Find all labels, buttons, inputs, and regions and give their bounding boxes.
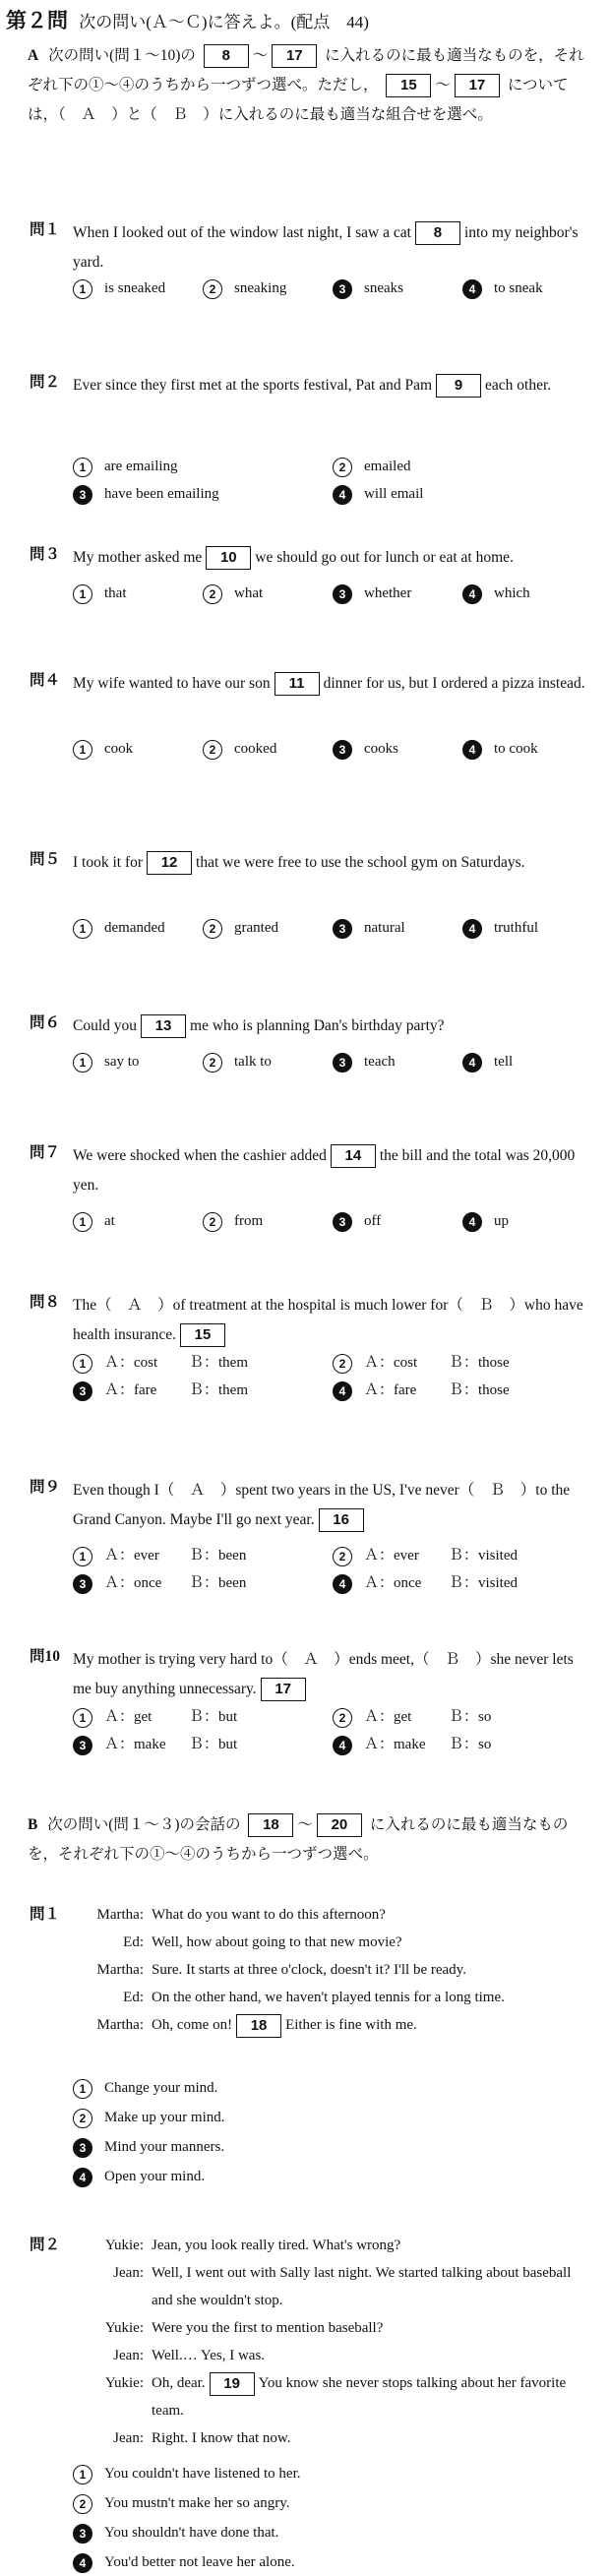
choice-number-icon: 4 [73, 2168, 92, 2187]
answer-box: 20 [317, 1813, 362, 1837]
option [73, 1545, 246, 1567]
stem-text: We were shocked when the cashier added [73, 1147, 327, 1164]
option [73, 1706, 237, 1729]
option [73, 483, 219, 506]
question-stem [73, 848, 590, 878]
utterance-text: Either is fine with me. [285, 2017, 417, 2033]
option [333, 1380, 510, 1402]
question-number: 問８ [30, 1294, 61, 1311]
question [30, 371, 590, 400]
question [30, 1012, 590, 1041]
question-stem [73, 218, 590, 277]
option-pair [364, 1380, 510, 1402]
choice-number-icon: 3 [333, 740, 352, 760]
option-pair [104, 1545, 246, 1567]
utterance [152, 2259, 584, 2314]
answer-box: 8 [204, 44, 249, 68]
choice-number-icon: 1 [73, 458, 92, 477]
option-text: demanded [104, 920, 165, 936]
option [333, 1545, 518, 1567]
section-a-intro-2: に入れるのに最も適当なものを，それぞれ下の①～④のうちから一つずつ選べ。ただし， [28, 47, 584, 93]
option [462, 583, 530, 605]
option-text: You shouldn't have done that. [104, 2525, 279, 2541]
option-a: Ａ：make [104, 1737, 166, 1752]
stem-text: me who is planning Dan's birthday party? [190, 1017, 445, 1034]
option-a: Ａ：get [104, 1709, 152, 1725]
answer-box: 12 [147, 851, 192, 875]
question [30, 1645, 590, 1704]
answer-box: 18 [236, 2014, 281, 2038]
option-text: whether [364, 585, 412, 601]
option-a: Ａ：cost [104, 1355, 158, 1371]
answer-box: 19 [210, 2372, 255, 2396]
option [333, 483, 423, 506]
question-number: 問１ [30, 221, 61, 238]
option-pair [104, 1706, 237, 1729]
question-stem [73, 1645, 590, 1704]
option-text: You mustn't make her so angry. [104, 2495, 290, 2511]
section-a-intro-3: については，（ Ａ ）と（ Ｂ ）に入れるのに最も適当な組合せを選べ。 [28, 77, 569, 123]
dialog-line [73, 1929, 594, 1956]
option [203, 917, 278, 940]
choice-number-icon: 3 [73, 1574, 92, 1594]
dialog [73, 2232, 594, 2452]
answer-box: 16 [319, 1508, 364, 1532]
option-text: Make up your mind. [104, 2110, 225, 2125]
utterance [152, 1929, 584, 1956]
question [30, 1291, 590, 1350]
choice-number-icon: 3 [73, 1381, 92, 1401]
dialog-line [73, 1984, 594, 2011]
question-stem [73, 543, 590, 573]
question-stem [73, 371, 590, 400]
choice-number-icon: 3 [333, 1212, 352, 1232]
option-a: Ａ：once [364, 1575, 422, 1591]
choice-number-icon: 3 [333, 1053, 352, 1073]
speaker: Jean: [113, 2430, 144, 2446]
choice-number-icon: 1 [73, 740, 92, 760]
utterance-text: Sure. It starts at three o'clock, doesn't it? I'll be ready. [152, 1962, 466, 1978]
tilde: ～ [252, 47, 269, 64]
option-text: sneaks [364, 280, 403, 296]
option-pair [104, 1572, 246, 1595]
question-number: 問１ [30, 1906, 61, 1923]
answer-box: 8 [415, 221, 460, 245]
option-text: tell [494, 1054, 514, 1070]
choice-number-icon: 2 [203, 1053, 222, 1073]
question-stem [73, 1476, 590, 1535]
dialog-line [73, 2369, 594, 2424]
choice-number-icon: 3 [73, 2524, 92, 2544]
option-text: talk to [234, 1054, 272, 1070]
choice-number-icon: 1 [73, 279, 92, 299]
answer-box: 11 [274, 672, 320, 696]
dialog-line [73, 2259, 594, 2314]
choice-number-icon: 2 [73, 2109, 92, 2128]
choice-number-icon: 3 [333, 584, 352, 604]
option [333, 1210, 381, 1233]
option [73, 1051, 139, 1073]
option [462, 917, 538, 940]
choice-number-icon: 1 [73, 1212, 92, 1232]
option-a: Ａ：fare [104, 1382, 157, 1398]
section-a-intro [28, 41, 588, 130]
option-text: sneaking [234, 280, 287, 296]
choice-number-icon: 3 [73, 2138, 92, 2158]
option-pair [104, 1380, 248, 1402]
option-text: at [104, 1213, 115, 1229]
option-text: up [494, 1213, 509, 1229]
option-pair [364, 1734, 491, 1756]
choice-number-icon: 2 [333, 1708, 352, 1728]
question-header [6, 6, 369, 37]
option-text: You'd better not leave her alone. [104, 2554, 295, 2570]
stem-text: we should go out for lunch or eat at home. [255, 549, 514, 566]
option-a: Ａ：fare [364, 1382, 417, 1398]
stem-text: The（ Ａ ）of treatment at the hospital is much lower for（ Ｂ ）who have health insurance. [73, 1297, 583, 1343]
option-b: Ｂ：so [449, 1709, 492, 1725]
option-b: Ｂ：so [449, 1737, 492, 1752]
option-text: Change your mind. [104, 2080, 218, 2096]
question-title: 第２問 [6, 9, 68, 32]
utterance-text: What do you want to do this afternoon? [152, 1907, 386, 1923]
stem-text: When I looked out of the window last night, I saw a cat [73, 224, 411, 241]
option [333, 277, 403, 300]
option [203, 1051, 272, 1073]
option-pair [104, 1352, 248, 1375]
option-text: have been emailing [104, 486, 219, 502]
question-stem [73, 669, 590, 699]
option-text: emailed [364, 459, 411, 474]
choice-number-icon: 4 [462, 279, 482, 299]
stem-text: each other. [485, 377, 552, 394]
option [73, 277, 165, 300]
stem-text: Even though I（ Ａ ）spent two years in the US, I've never（ Ｂ ）to the Grand Canyon. Maybe I'll go next year. [73, 1482, 571, 1528]
option-text: You couldn't have listened to her. [104, 2466, 301, 2482]
choice-number-icon: 1 [73, 1354, 92, 1374]
utterance [152, 2232, 584, 2259]
answer-box: 9 [436, 374, 481, 398]
option-b: Ｂ：been [189, 1548, 247, 1564]
option [333, 738, 398, 761]
option-text: that [104, 585, 127, 601]
option-a: Ａ：get [364, 1709, 412, 1725]
choice-number-icon: 4 [462, 1053, 482, 1073]
utterance-text: Right. I know that now. [152, 2430, 291, 2446]
speaker: Jean: [113, 2348, 144, 2363]
question-number: 問２ [30, 374, 61, 391]
choice-number-icon: 2 [203, 1212, 222, 1232]
answer-box: 18 [248, 1813, 293, 1837]
choice-number-icon: 2 [333, 1547, 352, 1566]
speaker: Martha: [96, 1907, 144, 1923]
option-text: Mind your manners. [104, 2139, 225, 2155]
option-b: Ｂ：been [189, 1575, 247, 1591]
speaker: Martha: [96, 1962, 144, 1978]
question-subtitle: 次の問い(Ａ～Ｃ)に答えよ。(配点 44) [79, 13, 369, 31]
stem-text: My wife wanted to have our son [73, 675, 271, 692]
utterance [152, 2424, 584, 2452]
answer-box: 14 [331, 1144, 376, 1168]
question-stem [73, 1012, 590, 1041]
option-text: natural [364, 920, 405, 936]
question-number: 問４ [30, 672, 61, 689]
utterance [152, 2011, 584, 2039]
option-pair [364, 1572, 518, 1595]
utterance [152, 2369, 584, 2424]
section-a-letter: A [28, 47, 39, 64]
option-text: what [234, 585, 264, 601]
answer-box: 15 [180, 1323, 225, 1347]
utterance [152, 1984, 584, 2011]
utterance [152, 2342, 584, 2369]
utterance-text: Well, I went out with Sally last night. We started talking about baseball and she wouldn't stop. [152, 2265, 572, 2308]
dialog-line [73, 2342, 594, 2369]
option-text: to sneak [494, 280, 543, 296]
dialog-line [73, 1956, 594, 1984]
question [30, 1141, 590, 1200]
option [73, 583, 127, 605]
option-text: off [364, 1213, 382, 1229]
choice-number-icon: 4 [462, 1212, 482, 1232]
utterance [152, 1901, 584, 1929]
dialog-line [73, 2232, 594, 2259]
choice-number-icon: 2 [333, 1354, 352, 1374]
utterance-text: Were you the first to mention baseball? [152, 2320, 384, 2336]
option [462, 277, 543, 300]
option [462, 1210, 509, 1233]
choice-number-icon: 4 [462, 584, 482, 604]
tilde: ～ [435, 77, 451, 93]
option [462, 738, 538, 761]
question [30, 543, 590, 573]
option [333, 583, 411, 605]
utterance-text: On the other hand, we haven't played tennis for a long time. [152, 1990, 505, 2005]
speaker: Yukie: [104, 2375, 144, 2391]
choice-number-icon: 4 [333, 1574, 352, 1594]
option [73, 2163, 205, 2190]
choice-number-icon: 2 [203, 919, 222, 939]
utterance-text: You know she never stops talking about her favorite team. [152, 2375, 567, 2419]
choice-number-icon: 1 [73, 2465, 92, 2484]
stem-text: I took it for [73, 854, 144, 871]
option [203, 1210, 263, 1233]
question-stem [73, 1291, 590, 1350]
choice-number-icon: 1 [73, 584, 92, 604]
choice-number-icon: 3 [73, 1736, 92, 1755]
option [73, 2519, 278, 2546]
speaker: Martha: [96, 2017, 144, 2033]
option-b: Ｂ：but [189, 1709, 238, 1725]
utterance-text: Oh, come on! [152, 2017, 233, 2033]
question-number: 問５ [30, 851, 61, 868]
option-pair [104, 1734, 237, 1756]
option-text: are emailing [104, 459, 178, 474]
option-b: Ｂ：but [189, 1737, 238, 1752]
option-text: Open your mind. [104, 2169, 206, 2184]
option [73, 1210, 115, 1233]
option [462, 1051, 513, 1073]
option [333, 917, 405, 940]
choice-number-icon: 4 [462, 919, 482, 939]
speaker: Yukie: [104, 2238, 144, 2253]
option-text: teach [364, 1054, 396, 1070]
choice-number-icon: 2 [203, 279, 222, 299]
section-b-intro-2: に入れるのに最も適当なものを，それぞれ下の①～④のうちから一つずつ選べ。 [28, 1816, 569, 1863]
stem-text: dinner for us, but I ordered a pizza instead. [323, 675, 585, 692]
dialog [73, 1901, 594, 2039]
question [30, 848, 590, 878]
choice-number-icon: 4 [333, 1381, 352, 1401]
option [73, 2074, 217, 2102]
option-text: granted [234, 920, 278, 936]
option [203, 583, 263, 605]
choice-number-icon: 4 [73, 2553, 92, 2573]
stem-text: into my neighbor's yard. [73, 224, 579, 271]
section-b-letter: B [28, 1816, 38, 1833]
option [333, 1706, 491, 1729]
section-b-intro-1: 次の問い(問１～３)の会話の [47, 1816, 241, 1833]
question-number: 問10 [30, 1648, 61, 1665]
option-a: Ａ：ever [104, 1548, 159, 1564]
utterance-text: Well.… Yes, I was. [152, 2348, 266, 2363]
option-text: which [494, 585, 530, 601]
option-text: cooks [364, 741, 398, 757]
stem-text: the bill and the total was 20,000 yen. [73, 1147, 576, 1194]
question-stem [73, 1141, 590, 1200]
question-number: 問７ [30, 1144, 61, 1161]
option [73, 2104, 224, 2131]
utterance-text: Jean, you look really tired. What's wrong? [152, 2238, 401, 2253]
option [333, 1051, 396, 1073]
stem-text: Ever since they first met at the sports festival, Pat and Pam [73, 377, 433, 394]
speaker: Yukie: [104, 2320, 144, 2336]
option-pair [364, 1545, 518, 1567]
choice-number-icon: 4 [333, 1736, 352, 1755]
choice-number-icon: 1 [73, 2079, 92, 2099]
option [73, 1380, 248, 1402]
choice-number-icon: 1 [73, 1547, 92, 1566]
option [203, 738, 276, 761]
option-text: truthful [494, 920, 538, 936]
answer-box: 17 [261, 1678, 306, 1701]
utterance-text: Well, how about going to that new movie? [152, 1934, 402, 1950]
option [73, 1572, 246, 1595]
dialog-line [73, 2314, 594, 2342]
choice-number-icon: 2 [203, 584, 222, 604]
option-text: is sneaked [104, 280, 166, 296]
option-b: Ｂ：those [449, 1382, 510, 1398]
question-number: 問９ [30, 1479, 61, 1496]
question-number: 問２ [30, 2237, 61, 2253]
choice-number-icon: 2 [333, 458, 352, 477]
section-a-intro-1: 次の問い(問１～10)の [48, 47, 196, 64]
option [73, 2489, 290, 2517]
option-b: Ｂ：them [189, 1355, 248, 1371]
stem-text: My mother is trying very hard to（ Ａ ）ends meet,（ Ｂ ）she never lets me buy anything unnecessary. [73, 1651, 574, 1697]
dialog-line [73, 2011, 594, 2039]
option-b: Ｂ：visited [449, 1548, 518, 1564]
speaker: Ed: [123, 1934, 144, 1950]
option-text: will email [364, 486, 424, 502]
question-number: 問３ [30, 546, 61, 563]
option-pair [364, 1706, 491, 1729]
choice-number-icon: 3 [333, 919, 352, 939]
choice-number-icon: 4 [333, 485, 352, 505]
question [30, 1476, 590, 1535]
option-b: Ｂ：visited [449, 1575, 518, 1591]
utterance [152, 2314, 584, 2342]
answer-box: 10 [206, 546, 251, 570]
option-text: say to [104, 1054, 140, 1070]
option-text: cooked [234, 741, 277, 757]
choice-number-icon: 1 [73, 919, 92, 939]
option-a: Ａ：cost [364, 1355, 418, 1371]
choice-number-icon: 4 [462, 740, 482, 760]
option [73, 2133, 224, 2161]
question-number: 問６ [30, 1014, 61, 1031]
option [333, 1572, 518, 1595]
option [73, 1352, 248, 1375]
section-b-intro [28, 1810, 588, 1870]
choice-number-icon: 3 [73, 485, 92, 505]
option [73, 738, 133, 761]
option [73, 2460, 301, 2487]
utterance-text: Oh, dear. [152, 2375, 206, 2391]
speaker: Jean: [113, 2265, 144, 2281]
option [203, 277, 286, 300]
speaker: Ed: [123, 1990, 144, 2005]
answer-box: 17 [455, 74, 500, 97]
choice-number-icon: 1 [73, 1053, 92, 1073]
choice-number-icon: 2 [73, 2494, 92, 2514]
answer-box: 13 [141, 1014, 186, 1038]
option-text: from [234, 1213, 264, 1229]
option-a: Ａ：make [364, 1737, 426, 1752]
stem-text: Could you [73, 1017, 138, 1034]
option [73, 456, 178, 478]
stem-text: that we were free to use the school gym on Saturdays. [196, 854, 525, 871]
option-text: to cook [494, 741, 538, 757]
question [30, 218, 590, 277]
option [333, 456, 410, 478]
dialog-line [73, 1901, 594, 1929]
answer-box: 17 [272, 44, 317, 68]
option-text: cook [104, 741, 134, 757]
utterance [152, 1956, 584, 1984]
option [73, 1734, 237, 1756]
tilde: ～ [297, 1816, 313, 1833]
dialog-line [73, 2424, 594, 2452]
choice-number-icon: 1 [73, 1708, 92, 1728]
option-pair [364, 1352, 510, 1375]
option [333, 1734, 491, 1756]
choice-number-icon: 2 [203, 740, 222, 760]
question [30, 669, 590, 699]
option [333, 1352, 510, 1375]
stem-text: My mother asked me [73, 549, 203, 566]
option-a: Ａ：once [104, 1575, 162, 1591]
option [73, 917, 165, 940]
option-a: Ａ：ever [364, 1548, 419, 1564]
choice-number-icon: 3 [333, 279, 352, 299]
option-b: Ｂ：those [449, 1355, 510, 1371]
option [73, 2548, 295, 2576]
option-b: Ｂ：them [189, 1382, 248, 1398]
answer-box: 15 [386, 74, 431, 97]
